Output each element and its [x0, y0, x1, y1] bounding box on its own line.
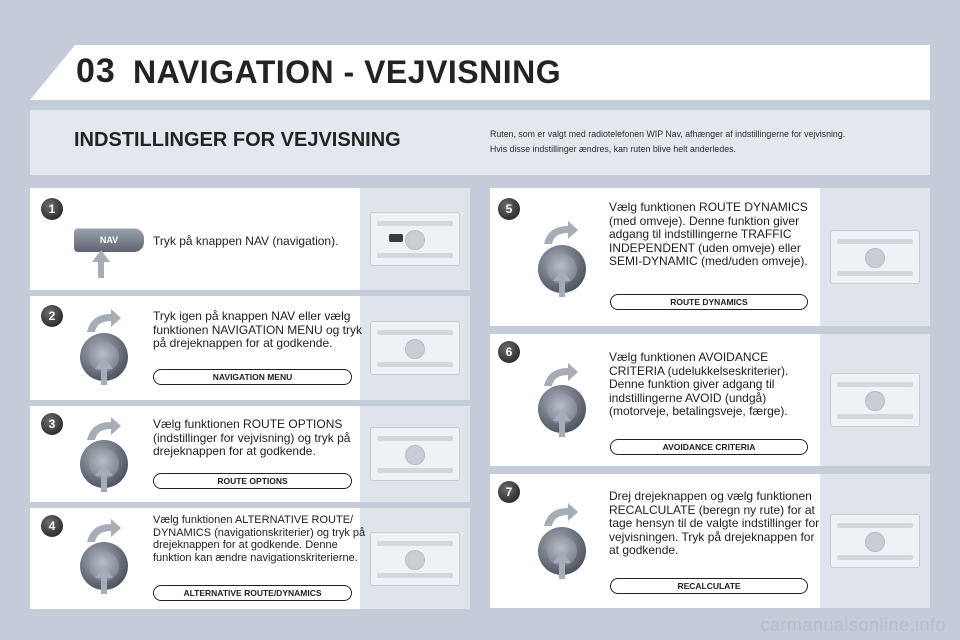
step-text-1: Tryk på knappen NAV (navigation).	[153, 234, 339, 248]
radio-knob	[865, 391, 885, 411]
menu-label-recalculate: RECALCULATE	[610, 578, 808, 594]
radio-panel	[820, 188, 930, 326]
step-number-3: 3	[41, 413, 63, 435]
step-number-5: 5	[498, 198, 520, 220]
step-text-4: Vælg funktionen ALTERNATIVE ROUTE/ DYNAMICS (navigationskriterier) og tryk på drejeknappen for at godkende. Denne funktion kan ændre navigationskriterierne.	[153, 514, 366, 564]
radio-panel	[360, 296, 470, 400]
radio-panel	[360, 508, 470, 609]
step-text-2: Tryk igen på knappen NAV eller vælg funktionen NAVIGATION MENU og tryk på drejeknappen for at godkende.	[153, 309, 362, 350]
step-text-3: Vælg funktionen ROUTE OPTIONS (indstillinger for vejvisning) og tryk på drejeknappen for at godkende.	[153, 417, 351, 458]
rotate-arrow-icon	[83, 416, 123, 442]
step-text-5: Vælg funktionen ROUTE DYNAMICS (med omveje). Denne funktion giver adgang til indstillingerne TRAFFIC INDEPENDENT (uden omveje) eller SEMI-DYNAMIC (med/uden omveje).	[609, 200, 808, 268]
radio-illustration	[830, 514, 920, 568]
nav-button-label: NAV	[99, 235, 119, 245]
menu-label-route-dynamics: ROUTE DYNAMICS	[610, 294, 808, 310]
radio-knob	[405, 550, 425, 570]
push-arrow-icon	[93, 462, 115, 494]
radio-knob	[865, 532, 885, 552]
step-number-1: 1	[41, 198, 63, 220]
radio-illustration	[830, 230, 920, 284]
radio-panel	[360, 188, 470, 290]
push-arrow-icon	[551, 549, 573, 581]
radio-illustration	[370, 532, 460, 586]
watermark: carmanualsonline.info	[760, 615, 946, 635]
step-number-6: 6	[498, 341, 520, 363]
nav-key-highlight	[389, 234, 403, 242]
radio-panel	[820, 334, 930, 466]
radio-illustration	[830, 373, 920, 427]
rotate-arrow-icon	[540, 502, 580, 528]
chapter-number: 03	[76, 52, 116, 90]
step-text-7: Drej drejeknappen og vælg funktionen RECALCULATE (beregn ny rute) for at tage hensyn til de valgte indstillinger for vejvisningen. Tryk på drejeknappen for at godkende.	[609, 489, 820, 557]
radio-illustration	[370, 427, 460, 481]
push-arrow-icon	[551, 267, 573, 299]
menu-label-navigation-menu: NAVIGATION MENU	[153, 369, 352, 385]
rotate-arrow-icon	[83, 518, 123, 544]
radio-illustration	[370, 321, 460, 375]
menu-label-avoidance-criteria: AVOIDANCE CRITERIA	[610, 439, 808, 455]
intro-line-1: Ruten, som er valgt med radiotelefonen WIP Nav, afhænger af indstillingerne for vejvisning.	[490, 129, 846, 139]
radio-knob	[405, 230, 425, 250]
radio-panel	[360, 406, 470, 502]
radio-knob	[865, 248, 885, 268]
rotate-arrow-icon	[83, 308, 123, 334]
push-arrow-icon	[551, 407, 573, 439]
radio-panel	[820, 474, 930, 608]
page-title: NAVIGATION - VEJVISNING	[133, 54, 562, 90]
menu-label-alternative-route-dynamics: ALTERNATIVE ROUTE/DYNAMICS	[153, 585, 352, 601]
step-text-6: Vælg funktionen AVOIDANCE CRITERIA (udelukkelseskriterier). Denne funktion giver adgang til indstillingerne AVOID (undgå) (motorveje, betalingsveje, færge).	[609, 350, 789, 418]
step-number-7: 7	[498, 481, 520, 503]
header-corner-fold	[30, 45, 75, 100]
push-arrow-icon	[93, 564, 115, 596]
radio-knob	[405, 445, 425, 465]
radio-illustration	[370, 212, 460, 266]
menu-label-route-options: ROUTE OPTIONS	[153, 473, 352, 489]
step-number-4: 4	[41, 515, 63, 537]
radio-knob	[405, 339, 425, 359]
push-arrow-icon	[93, 355, 115, 387]
section-subtitle: INDSTILLINGER FOR VEJVISNING	[74, 129, 401, 151]
intro-text	[490, 127, 910, 157]
intro-line-2: Hvis disse indstillinger ændres, kan ruten blive helt anderledes.	[490, 144, 736, 154]
push-arrow-icon	[90, 248, 112, 280]
step-number-2: 2	[41, 305, 63, 327]
rotate-arrow-icon	[540, 220, 580, 246]
